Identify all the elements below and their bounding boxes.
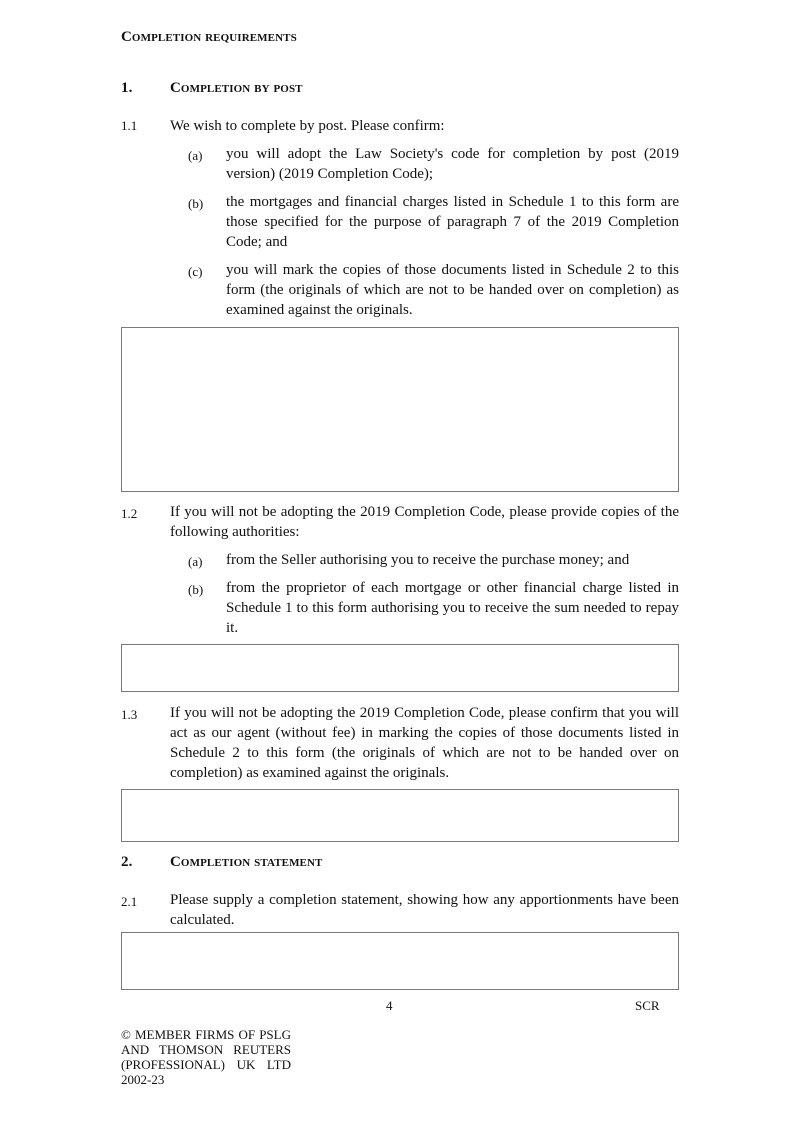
item-1-2-text xyxy=(170,502,679,542)
text-line: from the proprietor of each mortgage or other financial charge listed in xyxy=(226,580,679,596)
text-line: completion) as examined against the originals. xyxy=(170,765,450,781)
text-line: you will adopt the Law Society's code for completion by post (2019 xyxy=(226,146,679,162)
item-1-1-c-text xyxy=(226,260,679,320)
text-line: examined against the originals. xyxy=(226,302,413,318)
text-line: it. xyxy=(226,620,239,636)
copyright-line: © MEMBER FIRMS OF PSLG xyxy=(121,1027,291,1042)
text-line: form (the originals of which are not to be handed over on completion) as xyxy=(226,282,679,298)
text-line: you will mark the copies of those documents listed in Schedule 2 to this xyxy=(226,262,679,278)
text-line: Please supply a completion statement, showing how any apportionments have been xyxy=(170,892,679,908)
text-line: from the Seller authorising you to receive the purchase money; and xyxy=(226,552,630,568)
text-line: calculated. xyxy=(170,912,235,928)
text-line: Schedule 1 to this form authorising you to receive the sum needed to repay xyxy=(226,600,679,616)
section-2-heading: Completion statement xyxy=(170,854,323,870)
section-1-heading: Completion by post xyxy=(170,80,303,96)
item-1-2-a-text xyxy=(226,550,679,570)
item-1-1-b-label: (b) xyxy=(188,196,204,211)
page-number: 4 xyxy=(386,998,393,1013)
item-1-1-a-label: (a) xyxy=(188,148,203,163)
copyright-notice xyxy=(121,1027,291,1087)
item-2-1-number: 2.1 xyxy=(121,894,138,909)
copyright-line: (PROFESSIONAL) UK LTD xyxy=(121,1057,291,1072)
text-line: If you will not be adopting the 2019 Completion Code, please confirm that you will xyxy=(170,705,679,721)
text-line: If you will not be adopting the 2019 Completion Code, please provide copies of the xyxy=(170,504,679,520)
item-1-1-a-text xyxy=(226,144,679,184)
item-1-2-a-label: (a) xyxy=(188,554,203,569)
text-line: version) (2019 Completion Code); xyxy=(226,166,434,182)
answer-box-1-1[interactable] xyxy=(121,327,679,492)
item-1-1-c-label: (c) xyxy=(188,264,203,279)
answer-box-1-2[interactable] xyxy=(121,644,679,692)
form-code: SCR xyxy=(635,998,660,1013)
text-line: Schedule 2 to this form (the originals of which are not to be handed over on xyxy=(170,745,679,761)
text-line: those specified for the purpose of paragraph 7 of the 2019 Completion xyxy=(226,214,679,230)
item-1-1-b-text xyxy=(226,192,679,252)
item-2-1-text xyxy=(170,890,679,930)
item-1-3-text xyxy=(170,703,679,783)
item-1-2-b-text xyxy=(226,578,679,638)
section-2-number: 2. xyxy=(121,854,133,870)
section-1-number: 1. xyxy=(121,80,133,96)
item-1-1-number: 1.1 xyxy=(121,118,138,133)
item-1-2-number: 1.2 xyxy=(121,506,138,521)
item-1-1-text: We wish to complete by post. Please confirm: xyxy=(170,118,445,134)
page-title: Completion requirements xyxy=(121,29,297,45)
item-1-3-number: 1.3 xyxy=(121,707,138,722)
answer-box-2-1[interactable] xyxy=(121,932,679,990)
text-line: the mortgages and financial charges listed in Schedule 1 to this form are xyxy=(226,194,679,210)
text-line: act as our agent (without fee) in marking the copies of those documents listed in xyxy=(170,725,679,741)
text-line: Code; and xyxy=(226,234,288,250)
copyright-line: AND THOMSON REUTERS xyxy=(121,1042,291,1057)
answer-box-1-3[interactable] xyxy=(121,789,679,842)
copyright-line: 2002-23 xyxy=(121,1072,165,1087)
item-1-2-b-label: (b) xyxy=(188,582,204,597)
text-line: following authorities: xyxy=(170,524,300,540)
